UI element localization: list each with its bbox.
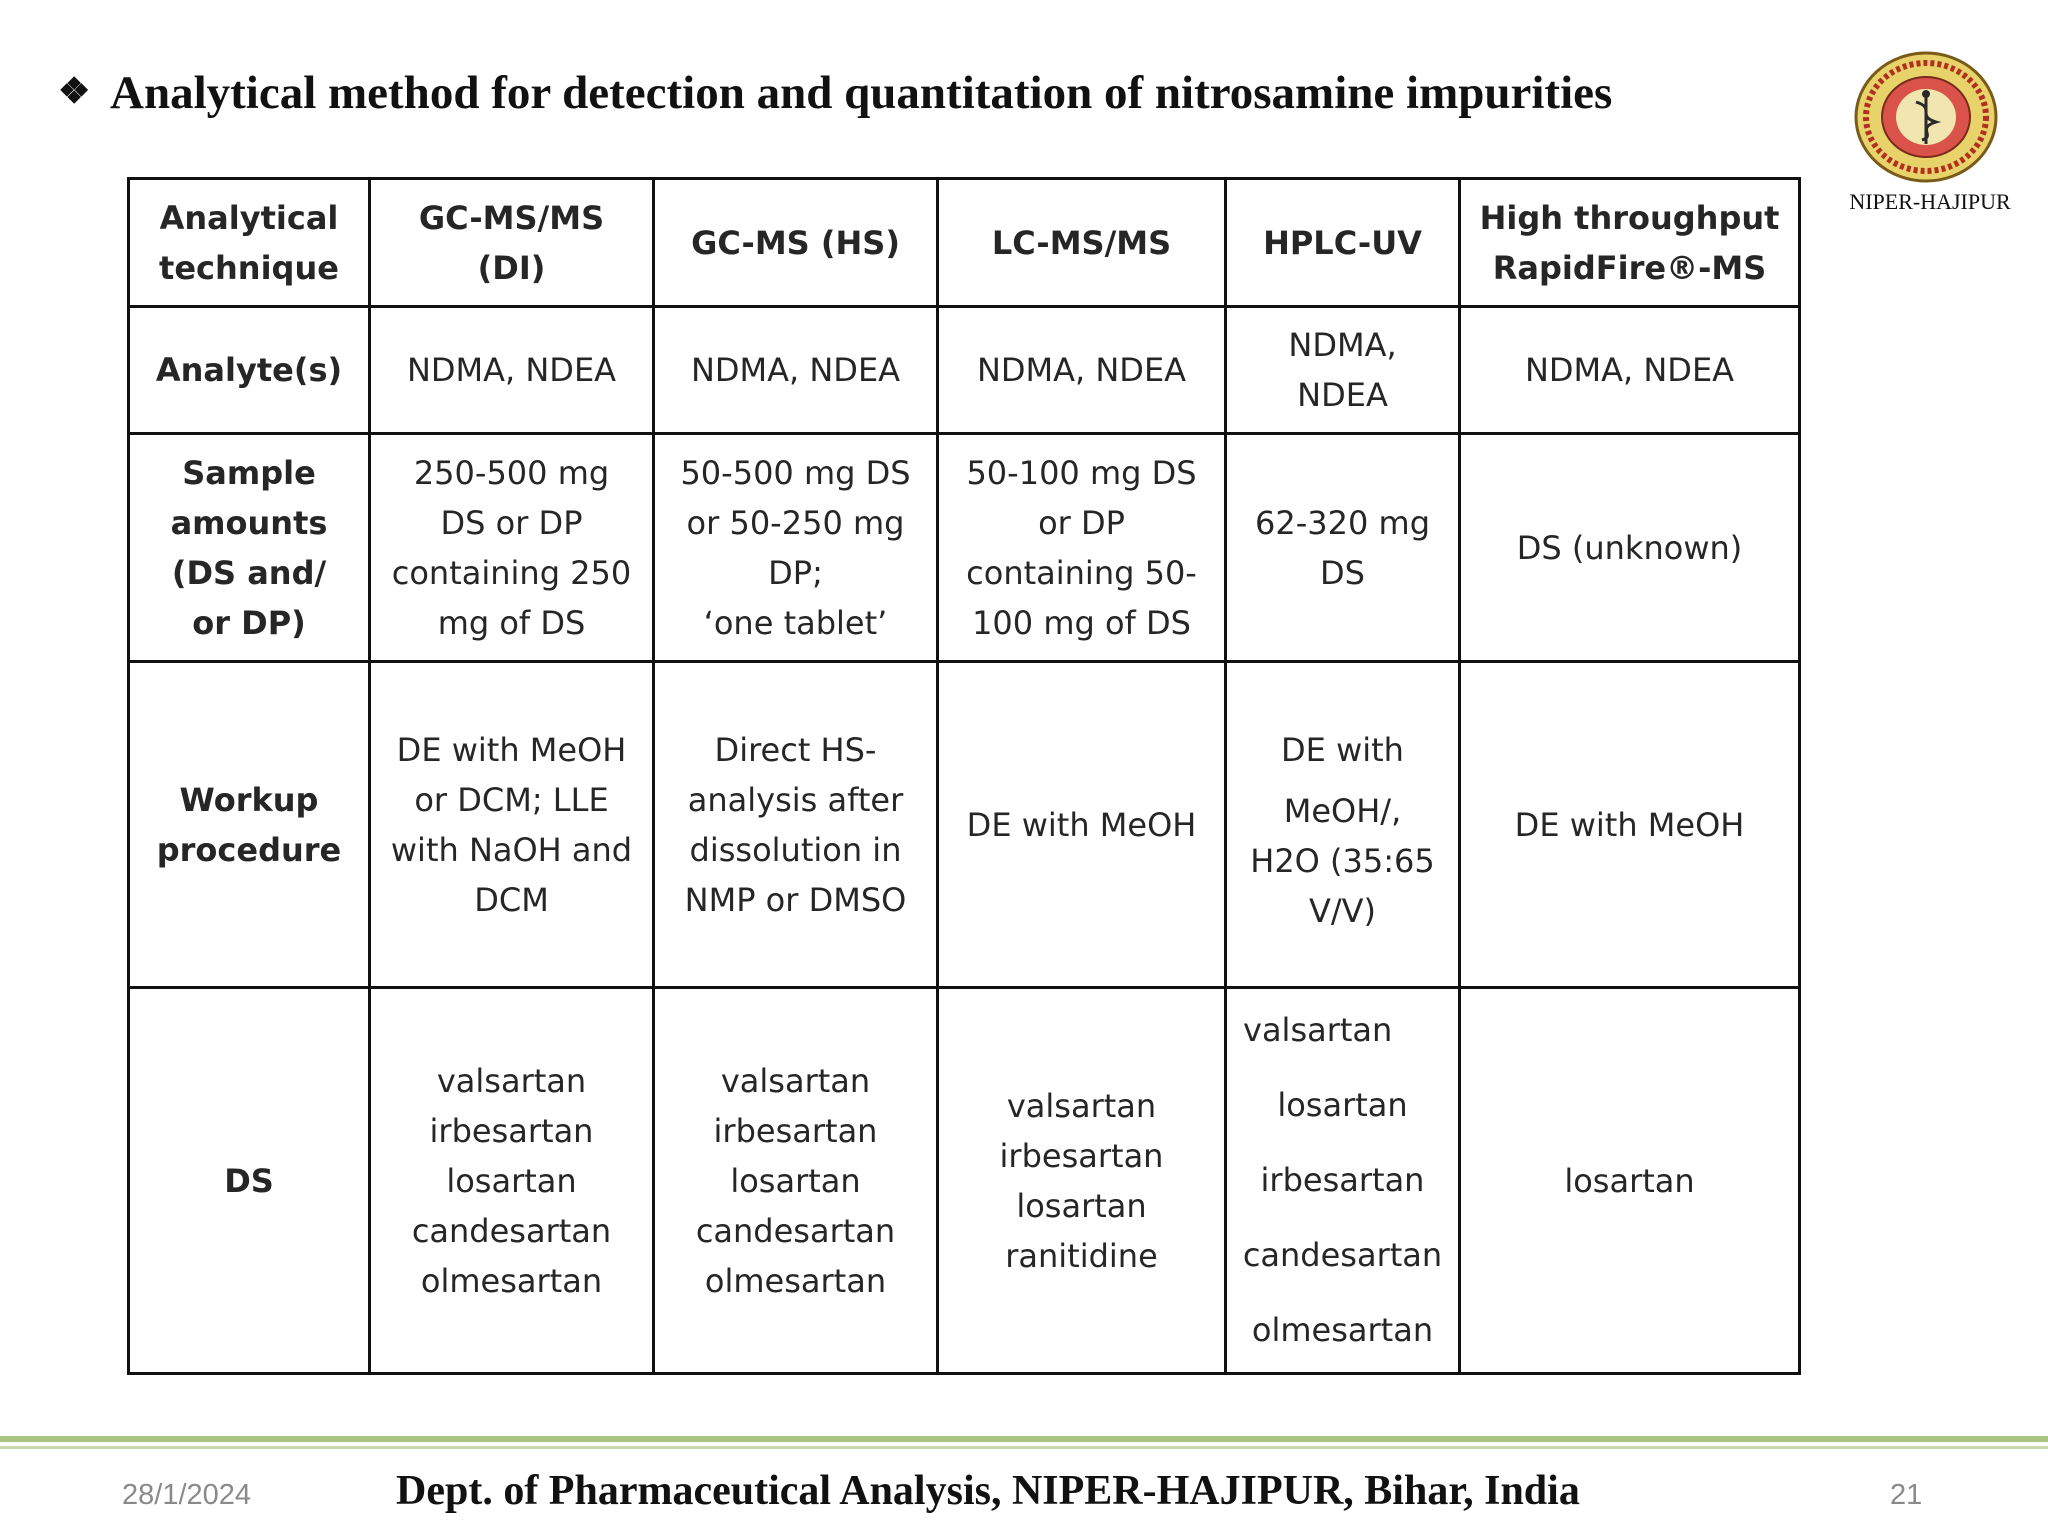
row-label-workup: Workup procedure <box>129 662 370 988</box>
table-cell: NDMA, NDEA <box>370 307 654 434</box>
header-cell-hplc-uv: HPLC-UV <box>1226 179 1460 307</box>
row-label-sample-amounts: Sample amounts (DS and/ or DP) <box>129 434 370 662</box>
table-cell: 50-100 mg DS or DP containing 50- 100 mg of DS <box>938 434 1226 662</box>
table-cell: DE with MeOH or DCM; LLE with NaOH and DCM <box>370 662 654 988</box>
table-row-sample-amounts <box>129 434 1800 662</box>
table-cell: NDMA, NDEA <box>1460 307 1800 434</box>
table-cell: Direct HS- analysis after dissolution in NMP or DMSO <box>654 662 938 988</box>
table-cell: valsartan irbesartan losartan candesartan olmesartan <box>654 988 938 1374</box>
table-cell: DE with MeOH <box>1460 662 1800 988</box>
table-header-row <box>129 179 1800 307</box>
nitrosamine-methods-table <box>127 177 1801 1375</box>
niper-logo <box>1852 50 2000 185</box>
table-cell: DE with MeOH/, H2O (35:65 V/V) <box>1226 662 1460 988</box>
table-cell: NDMA, NDEA <box>938 307 1226 434</box>
header-cell-rapidfire-ms: High throughput RapidFire®-MS <box>1460 179 1800 307</box>
table-cell: valsartan irbesartan losartan ranitidine <box>938 988 1226 1374</box>
table-cell: valsartan irbesartan losartan candesartan olmesartan <box>370 988 654 1374</box>
table-cell: NDMA, NDEA <box>1226 307 1460 434</box>
header-cell-gcmsms-di: GC-MS/MS (DI) <box>370 179 654 307</box>
table-cell: 50-500 mg DS or 50-250 mg DP; ‘one tablet’ <box>654 434 938 662</box>
row-label-ds: DS <box>129 988 370 1374</box>
table-cell: DE with MeOH <box>938 662 1226 988</box>
footer-department: Dept. of Pharmaceutical Analysis, NIPER-HAJIPUR, Bihar, India <box>396 1468 1580 1514</box>
page-number: 21 <box>1890 1479 1923 1511</box>
logo-caption: NIPER-HAJIPUR <box>1849 189 2011 214</box>
row-label-analytes: Analyte(s) <box>129 307 370 434</box>
table-cell: NDMA, NDEA <box>654 307 938 434</box>
slide-title: Analytical method for detection and quantitation of nitrosamine impurities <box>110 67 1613 119</box>
header-cell-technique: Analytical technique <box>129 179 370 307</box>
slide-title-row <box>58 66 1612 120</box>
table-row-analytes <box>129 307 1800 434</box>
table-cell: 250-500 mg DS or DP containing 250 mg of DS <box>370 434 654 662</box>
table-cell: DS (unknown) <box>1460 434 1800 662</box>
table-cell: 62-320 mg DS <box>1226 434 1460 662</box>
table-cell: valsartan losartan irbesartan candesartan olmesartan <box>1226 988 1460 1374</box>
table-cell: losartan <box>1460 988 1800 1374</box>
header-cell-lcmsms: LC-MS/MS <box>938 179 1226 307</box>
footer-rule-thin <box>0 1446 2048 1449</box>
table-row-ds <box>129 988 1800 1374</box>
footer-date: 28/1/2024 <box>122 1479 252 1511</box>
header-cell-gcms-hs: GC-MS (HS) <box>654 179 938 307</box>
diamond-bullet-icon: ❖ <box>58 71 91 111</box>
table-row-workup <box>129 662 1800 988</box>
footer-rule <box>0 1436 2048 1442</box>
